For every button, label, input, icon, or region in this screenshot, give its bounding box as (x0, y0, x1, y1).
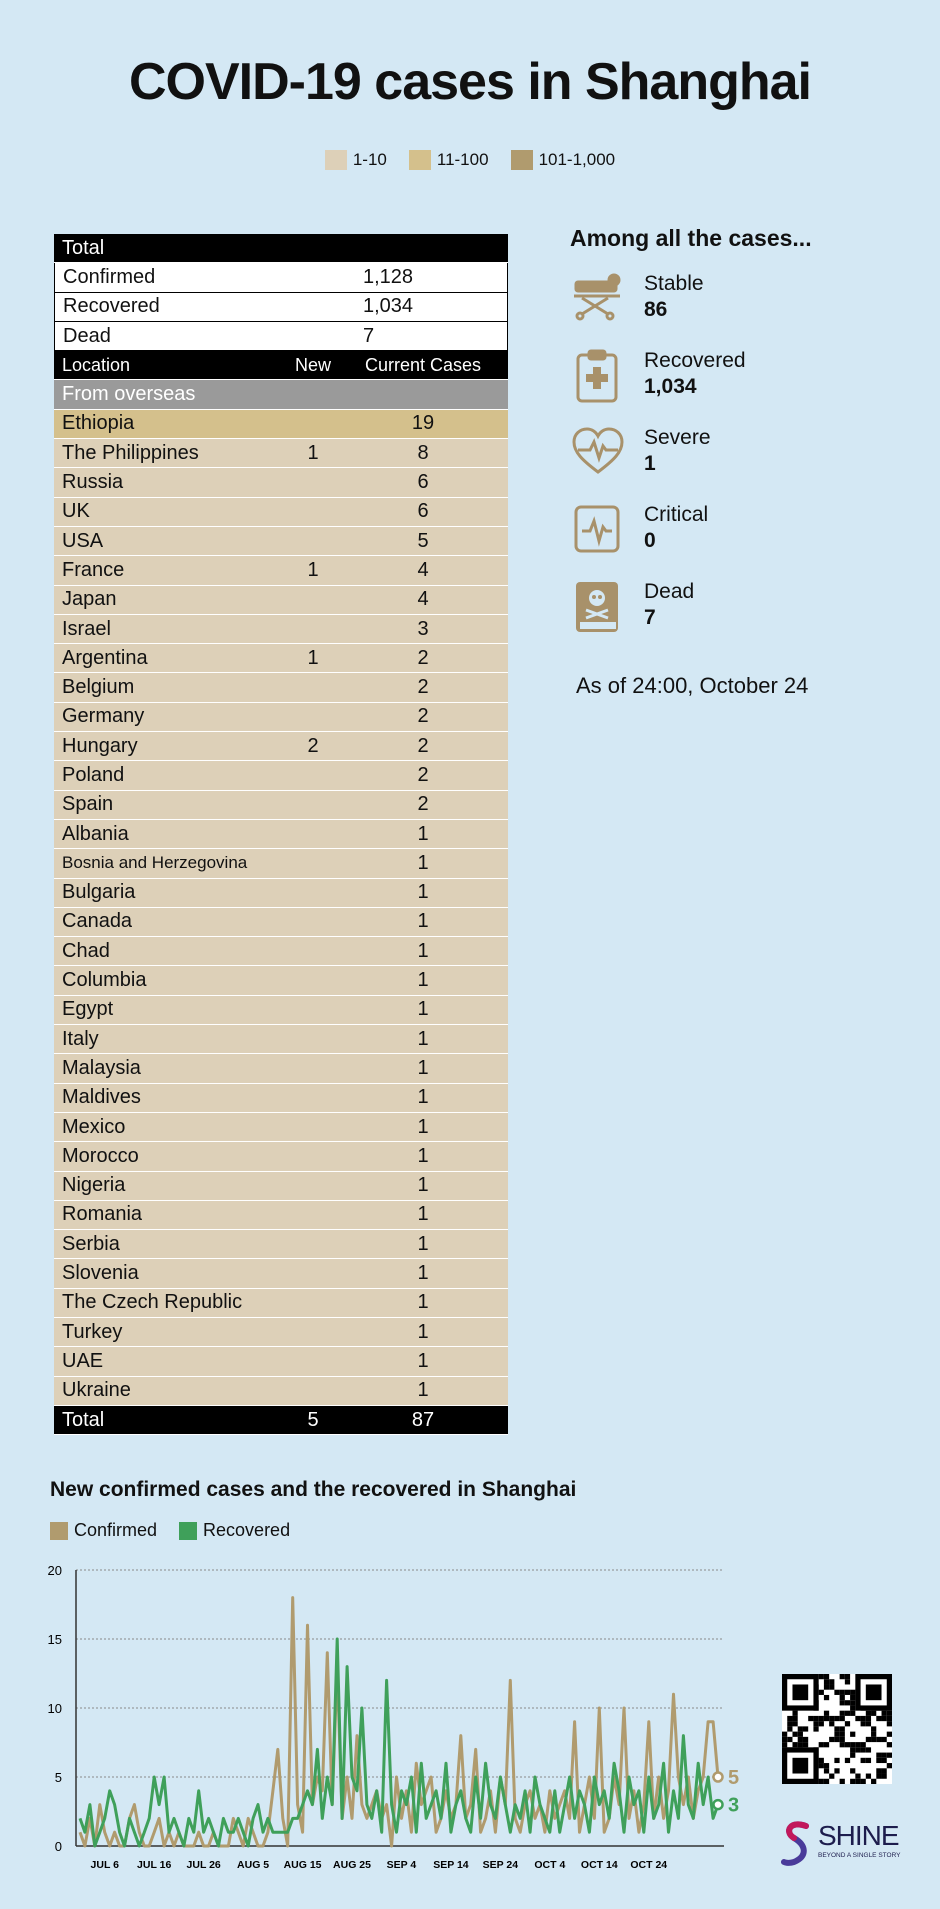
table-row (54, 966, 508, 995)
stat-value: 0 (644, 529, 656, 552)
legend-label: Recovered (203, 1520, 291, 1540)
table-row (54, 1289, 508, 1318)
y-tick-label: 20 (47, 1563, 62, 1578)
country-name: Hungary (62, 734, 138, 757)
column-header-location: Location (62, 354, 131, 375)
country-name: Ukraine (62, 1379, 131, 1402)
current-cases: 1 (417, 851, 429, 874)
current-cases: 1 (417, 1203, 429, 1226)
table-row (54, 849, 508, 878)
series-end-label: 5 (728, 1767, 740, 1789)
stat-value: 86 (644, 298, 668, 321)
country-name: Slovenia (62, 1262, 139, 1285)
skull-book-icon (572, 580, 624, 636)
country-name: Romania (62, 1203, 143, 1226)
table-row (54, 937, 508, 966)
legend-item-recovered (179, 1520, 290, 1541)
summary-row-dead (54, 322, 508, 351)
legend-item (511, 150, 616, 170)
section-label: From overseas (62, 383, 196, 406)
series-end-label: 3 (728, 1794, 740, 1817)
x-tick-label: JUL 26 (186, 1859, 221, 1871)
legend-label: 1-10 (352, 150, 387, 169)
current-cases: 6 (417, 471, 429, 494)
stat-label: Critical (644, 503, 709, 526)
table-row (54, 1054, 508, 1083)
table-row (54, 761, 508, 790)
section-header (54, 380, 508, 409)
current-cases: 3 (417, 617, 429, 640)
country-name: The Philippines (62, 441, 199, 464)
current-cases: 1 (417, 969, 429, 992)
summary-label: Recovered (63, 295, 160, 318)
country-name: Mexico (62, 1115, 126, 1138)
x-tick-label: JUL 6 (90, 1859, 119, 1871)
shine-logo (780, 1818, 900, 1872)
country-name: Egypt (62, 998, 114, 1021)
x-tick-label: OCT 14 (580, 1859, 618, 1871)
summary-row-recovered (54, 293, 508, 322)
legend-label: 101-1,000 (538, 150, 616, 169)
column-header-row (54, 351, 508, 380)
current-cases: 4 (417, 588, 429, 611)
x-tick-label: OCT 4 (534, 1859, 566, 1871)
y-tick-label: 5 (54, 1770, 62, 1785)
ecg-monitor-icon (572, 503, 624, 559)
new-cases: 1 (307, 441, 319, 464)
x-tick-label: SEP 4 (386, 1859, 417, 1871)
shine-s-icon (780, 1818, 814, 1868)
current-cases: 2 (417, 705, 429, 728)
legend-item (325, 150, 387, 170)
table-row (54, 586, 508, 615)
column-header-current: Current Cases (364, 354, 482, 375)
current-cases: 6 (417, 500, 429, 523)
country-rows (54, 410, 508, 1406)
country-name: Canada (62, 910, 133, 933)
current-cases: 1 (417, 1349, 429, 1372)
country-name: UK (62, 500, 90, 523)
table-row (54, 996, 508, 1025)
table-row (54, 556, 508, 585)
current-cases: 1 (417, 1115, 429, 1138)
country-name: Turkey (62, 1320, 123, 1343)
stat-label: Dead (644, 580, 695, 603)
country-name: Albania (62, 822, 129, 845)
summary-row-confirmed (54, 263, 508, 292)
country-name: Germany (62, 705, 145, 728)
stat-label: Severe (644, 426, 711, 449)
table-row (54, 1084, 508, 1113)
legend-swatch (50, 1522, 68, 1540)
country-name: Malaysia (62, 1056, 141, 1079)
total-new: 5 (307, 1408, 319, 1431)
country-name: Ethiopia (62, 412, 135, 435)
table-row (54, 908, 508, 937)
table-row (54, 1318, 508, 1347)
country-name: USA (62, 529, 104, 552)
current-cases: 1 (417, 1262, 429, 1285)
stat-label: Stable (644, 272, 704, 295)
chart-title: New confirmed cases and the recovered in Shanghai (50, 1478, 577, 1501)
country-name: Morocco (62, 1144, 139, 1167)
table-row (54, 468, 508, 497)
logo-name: SHINE (818, 1820, 899, 1851)
among-title: Among all the cases... (570, 225, 812, 251)
country-name: UAE (62, 1349, 104, 1372)
country-name: Japan (62, 588, 117, 611)
summary-label: Confirmed (63, 265, 156, 288)
table-row (54, 879, 508, 908)
country-name: Russia (62, 471, 124, 494)
table-row (54, 1113, 508, 1142)
country-name: Poland (62, 763, 125, 786)
legend-swatch (325, 150, 347, 170)
color-legend (0, 150, 940, 170)
x-tick-label: AUG 25 (333, 1859, 371, 1871)
country-name: Bulgaria (62, 881, 136, 904)
current-cases: 1 (417, 939, 429, 962)
table-row (54, 1025, 508, 1054)
country-name: Serbia (62, 1232, 120, 1255)
medical-clipboard-icon (572, 349, 624, 405)
current-cases: 1 (417, 1232, 429, 1255)
total-label: Total (62, 1408, 105, 1431)
stat-value: 7 (644, 606, 656, 629)
table-row (54, 1347, 508, 1376)
current-cases: 2 (417, 763, 429, 786)
page-title: COVID-19 cases in Shanghai (128, 53, 812, 111)
legend-item (409, 150, 489, 170)
current-cases: 1 (417, 1056, 429, 1079)
current-cases: 1 (417, 1291, 429, 1314)
country-name: The Czech Republic (62, 1291, 243, 1314)
summary-value: 7 (363, 324, 375, 347)
column-header-new: New (294, 354, 331, 375)
table-row (54, 1259, 508, 1288)
table-row (54, 1230, 508, 1259)
current-cases: 1 (417, 998, 429, 1021)
current-cases: 2 (417, 676, 429, 699)
stat-value: 1,034 (644, 375, 697, 398)
x-tick-label: AUG 5 (237, 1859, 270, 1871)
table-row (54, 498, 508, 527)
country-name: Maldives (62, 1086, 141, 1109)
current-cases: 1 (417, 910, 429, 933)
new-cases: 1 (307, 558, 319, 581)
stat-dead (572, 580, 832, 650)
current-cases: 1 (417, 1144, 429, 1167)
table-row (54, 732, 508, 761)
table-row (54, 791, 508, 820)
table-row (54, 1377, 508, 1406)
country-name: Israel (62, 617, 111, 640)
current-cases: 2 (417, 734, 429, 757)
current-cases: 5 (417, 529, 429, 552)
qr-code (782, 1674, 892, 1784)
logo-tagline: BEYOND A SINGLE STORY (818, 1852, 901, 1859)
stat-severe (572, 426, 832, 496)
current-cases: 19 (411, 412, 435, 435)
current-cases: 2 (417, 793, 429, 816)
stat-recovered (572, 349, 832, 419)
heartbeat-icon (572, 426, 624, 482)
country-name: Spain (62, 793, 114, 816)
current-cases: 1 (417, 1174, 429, 1197)
legend-swatch (409, 150, 431, 170)
stat-critical (572, 503, 832, 573)
table-row (54, 673, 508, 702)
new-cases: 1 (307, 646, 319, 669)
y-tick-label: 15 (47, 1632, 62, 1647)
current-cases: 1 (417, 1086, 429, 1109)
table-row (54, 527, 508, 556)
current-cases: 1 (417, 1320, 429, 1343)
new-cases: 2 (307, 734, 319, 757)
stat-stable (572, 272, 832, 342)
chart-legend (50, 1520, 290, 1541)
total-header: Total (62, 236, 105, 259)
total-current: 87 (411, 1408, 435, 1431)
table-row (54, 615, 508, 644)
current-cases: 8 (417, 441, 429, 464)
total-header-row (54, 234, 508, 263)
y-tick-label: 0 (54, 1839, 62, 1854)
table-row (54, 1201, 508, 1230)
current-cases: 4 (417, 558, 429, 581)
current-cases: 1 (417, 1379, 429, 1402)
stat-label: Recovered (644, 349, 746, 372)
legend-label: 11-100 (436, 150, 489, 169)
cases-table (54, 234, 508, 1435)
summary-value: 1,128 (363, 265, 414, 288)
country-name: Italy (62, 1027, 99, 1050)
y-tick-label: 10 (47, 1701, 62, 1716)
series-end-marker (714, 1800, 723, 1809)
legend-label: Confirmed (74, 1520, 158, 1540)
country-name: Belgium (62, 676, 135, 699)
stat-value: 1 (644, 452, 656, 475)
table-row (54, 820, 508, 849)
current-cases: 1 (417, 1027, 429, 1050)
total-row (54, 1406, 508, 1435)
current-cases: 1 (417, 822, 429, 845)
table-row (54, 703, 508, 732)
table-row (54, 644, 508, 673)
table-row (54, 1142, 508, 1171)
country-name: Argentina (62, 646, 148, 669)
series-end-marker (714, 1773, 723, 1782)
summary-value: 1,034 (363, 295, 414, 318)
as-of-date: As of 24:00, October 24 (576, 673, 809, 698)
summary-label: Dead (63, 324, 111, 347)
country-name: Columbia (62, 969, 147, 992)
legend-swatch (511, 150, 533, 170)
country-name: France (62, 558, 125, 581)
legend-swatch (179, 1522, 197, 1540)
x-tick-label: JUL 16 (137, 1859, 172, 1871)
legend-item-confirmed (50, 1520, 157, 1541)
country-name: Chad (62, 939, 110, 962)
country-name: Bosnia and Herzegovina (62, 853, 248, 873)
table-row (54, 1172, 508, 1201)
x-tick-label: AUG 15 (283, 1859, 322, 1871)
table-row (54, 410, 508, 439)
current-cases: 1 (417, 881, 429, 904)
x-tick-label: SEP 24 (482, 1859, 519, 1871)
table-row (54, 439, 508, 468)
current-cases: 2 (417, 646, 429, 669)
x-tick-label: SEP 14 (433, 1859, 469, 1871)
country-name: Nigeria (62, 1174, 126, 1197)
x-tick-label: OCT 24 (630, 1859, 668, 1871)
stretcher-icon (572, 272, 624, 328)
